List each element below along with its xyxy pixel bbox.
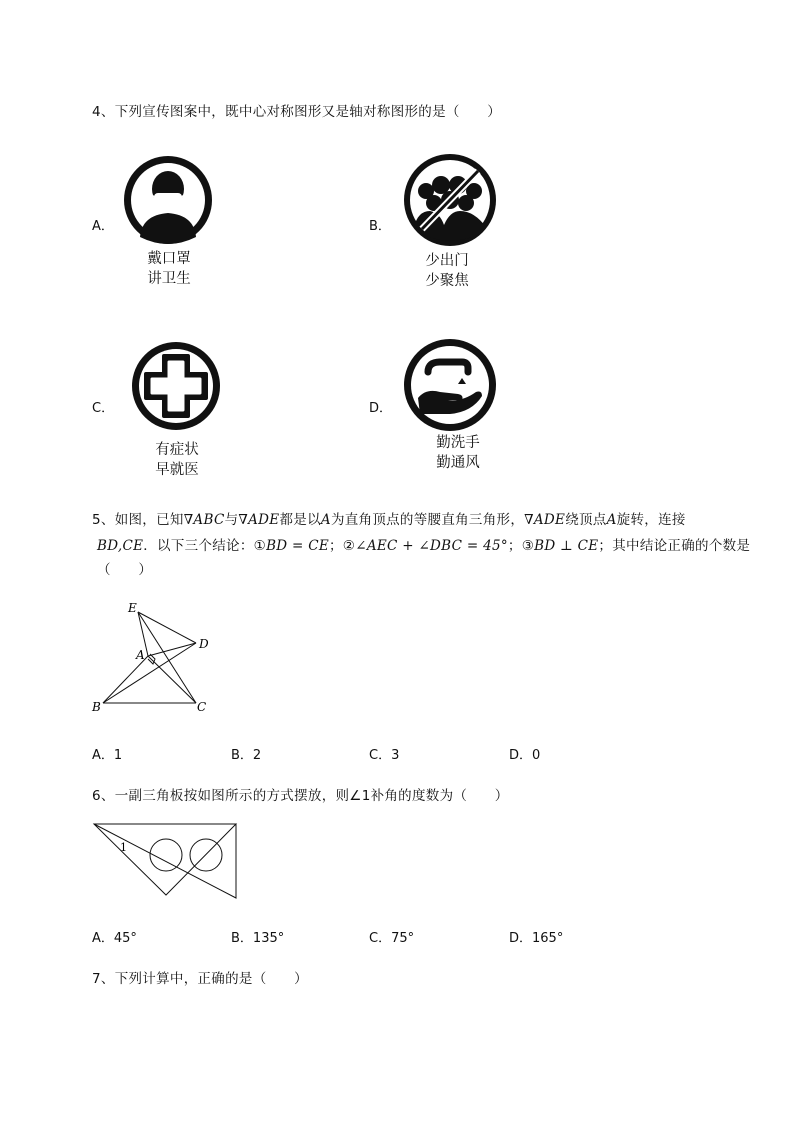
- label-e: E: [128, 601, 137, 615]
- option-c-letter: C．: [92, 401, 115, 416]
- question-5-line1: [92, 508, 686, 528]
- q5-triangle-ade: ∇ADE: [238, 512, 280, 528]
- q5-conclusion-1: BD = CE: [266, 538, 329, 554]
- q5-text: 为直角顶点的等腰直角三角形，: [330, 512, 525, 528]
- no-crowd-icon: [400, 153, 500, 247]
- q5-text: 5、如图，已知: [92, 512, 184, 528]
- option-b-caption-line1: 少出门: [425, 253, 469, 269]
- angle-1-label: 1: [120, 841, 127, 854]
- q6-choice-a: A．45°: [92, 931, 137, 946]
- option-b-letter: B．: [369, 219, 391, 234]
- q5-triangle-ade: ∇ADE: [524, 512, 566, 528]
- medical-cross-icon: [126, 340, 226, 432]
- option-d-caption-line1: 勤洗手: [436, 435, 480, 451]
- q5-triangle-abc: ∇ABC: [183, 512, 225, 528]
- q5-conclusion-2: ∠AEC + ∠DBC = 45°: [355, 538, 508, 554]
- question-4-stem: 4、下列宣传图案中，既中心对称图形又是轴对称图形的是（ ）: [92, 104, 502, 120]
- q5-point-a: A: [606, 512, 617, 528]
- label-d: D: [199, 637, 209, 651]
- option-a-caption-line2: 讲卫生: [147, 271, 191, 287]
- label-c: C: [197, 700, 207, 714]
- label-b: B: [92, 700, 101, 714]
- option-a-letter: A．: [92, 219, 114, 234]
- q5-text: ；②: [329, 538, 356, 554]
- q5-choice-b: B．2: [231, 748, 262, 763]
- q6-set-square-figure: [90, 818, 240, 900]
- q5-text: 都是以: [279, 512, 321, 528]
- q6-choice-b: B．135°: [231, 931, 285, 946]
- question-5-paren: （ ）: [97, 562, 153, 578]
- question-6-stem: 6、一副三角板按如图所示的方式摆放，则∠1补角的度数为（ ）: [92, 788, 509, 804]
- q6-choice-d: D．165°: [509, 931, 564, 946]
- option-a-caption-line1: 戴口罩: [147, 251, 191, 267]
- label-a: A: [136, 648, 145, 662]
- q5-text: ．以下三个结论：①: [143, 538, 267, 554]
- option-d-letter: D．: [369, 401, 393, 416]
- q5-text: ；③: [507, 538, 535, 554]
- option-c-caption-line2: 早就医: [155, 462, 199, 478]
- q5-choice-c: C．3: [369, 748, 400, 763]
- q5-triangle-figure: [88, 598, 218, 718]
- q5-text: 绕顶点: [565, 512, 607, 528]
- question-5-line2: [97, 534, 750, 554]
- q5-choice-d: D．0: [509, 748, 541, 763]
- q5-text: 旋转，连接: [616, 512, 686, 528]
- q5-text: ；其中结论正确的个数是: [598, 538, 751, 554]
- option-c-caption-line1: 有症状: [155, 442, 199, 458]
- q5-point-a: A: [320, 512, 331, 528]
- q5-text: 与: [224, 512, 239, 528]
- q5-conclusion-3: BD ⊥ CE: [534, 538, 599, 554]
- option-d-caption-line2: 勤通风: [436, 455, 480, 471]
- q6-choice-c: C．75°: [369, 931, 415, 946]
- question-7-stem: 7、下列计算中，正确的是（ ）: [92, 971, 308, 987]
- face-mask-icon: [118, 153, 218, 247]
- q5-choice-a: A．1: [92, 748, 123, 763]
- option-b-caption-line2: 少聚焦: [425, 273, 469, 289]
- hand-wash-icon: [400, 338, 500, 432]
- q5-segments: BD,CE: [97, 538, 144, 554]
